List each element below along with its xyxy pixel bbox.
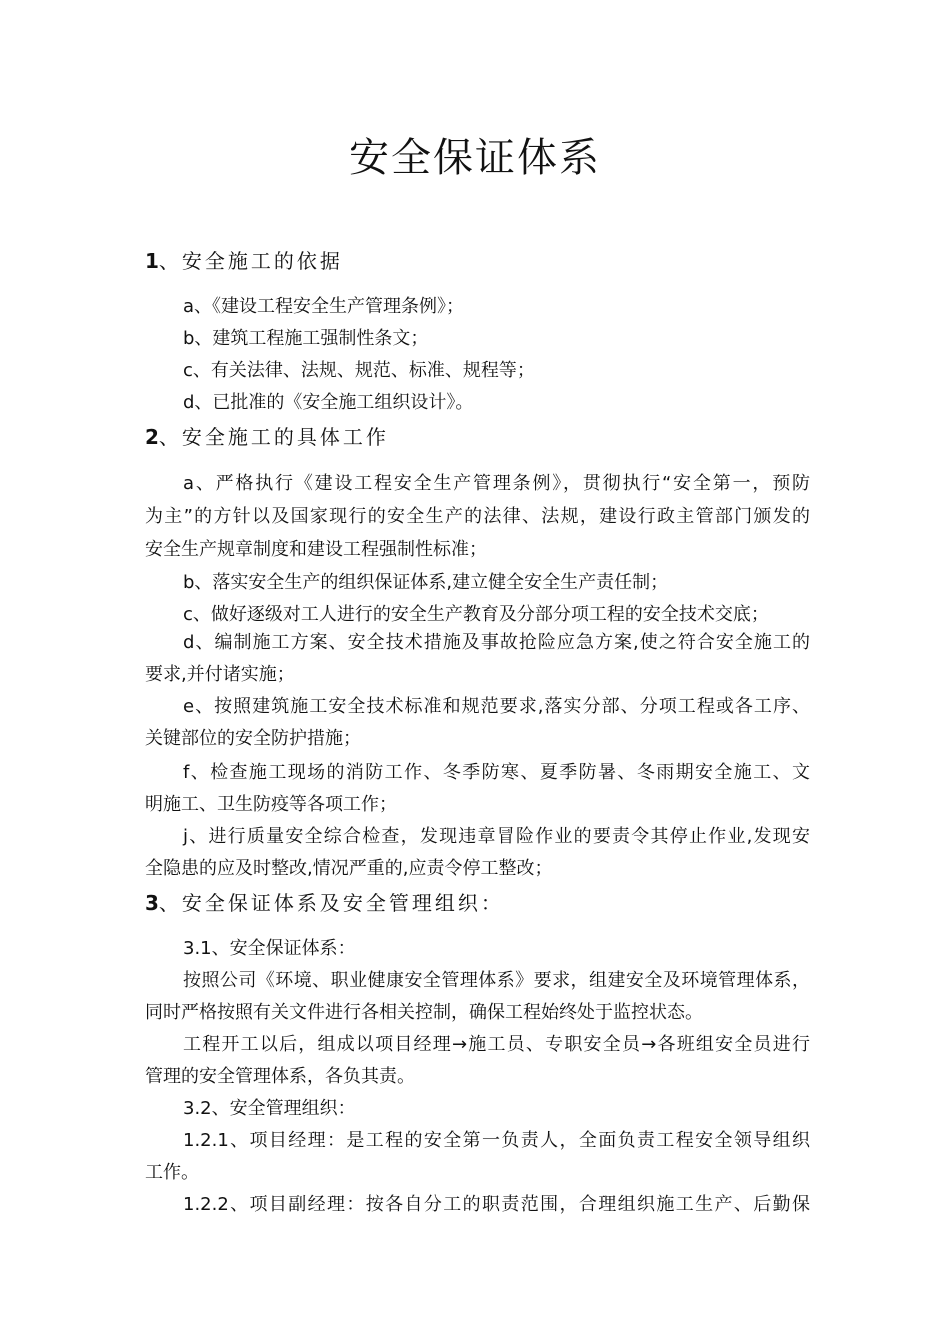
section-2-line: 安全生产规章制度和建设工程强制性标准； (145, 539, 487, 560)
section-2-line: b、落实安全生产的组织保证体系,建立健全安全生产责任制； (183, 572, 669, 593)
section-2-line: 为主”的方针以及国家现行的安全生产的法律、法规，建设行政主管部门颁发的 (145, 506, 810, 527)
section-3-line: 按照公司《环境、职业健康安全管理体系》要求，组建安全及环境管理体系， (183, 970, 810, 991)
section-2-line: 关键部位的安全防护措施； (145, 728, 361, 749)
section-3-line: 3.1、安全保证体系： (183, 938, 356, 959)
section-2-line: e、按照建筑施工安全技术标准和规范要求,落实分部、分项工程或各工序、 (183, 696, 810, 717)
section-2-line: j、进行质量安全综合检查，发现违章冒险作业的要责令其停止作业,发现安 (183, 826, 810, 847)
section-2-line: d、编制施工方案、安全技术措施及事故抢险应急方案,使之符合安全施工的 (183, 632, 810, 653)
section-2-heading (145, 422, 389, 452)
section-2-line: a、严格执行《建设工程安全生产管理条例》，贯彻执行“安全第一，预防 (183, 473, 810, 494)
section-3-line: 3.2、安全管理组织： (183, 1098, 356, 1119)
section-2-line: f、检查施工现场的消防工作、冬季防寒、夏季防暑、冬雨期安全施工、文 (183, 762, 810, 783)
section-2-line: 明施工、卫生防疫等各项工作； (145, 794, 397, 815)
section-2-title: 、安全施工的具体工作 (158, 425, 389, 449)
section-1-item: c、有关法律、法规、规范、标准、规程等； (183, 360, 535, 381)
section-3-number: 3 (145, 891, 159, 915)
section-3-heading (145, 888, 504, 918)
document-title: 安全保证体系 (349, 135, 601, 181)
section-2-number: 2 (145, 425, 159, 449)
section-1-title: 、安全施工的依据 (158, 249, 343, 273)
section-1-number: 1 (145, 249, 159, 273)
section-3-line: 1.2.1、项目经理：是工程的安全第一负责人，全面负责工程安全领导组织 (183, 1130, 810, 1151)
section-1-item: b、建筑工程施工强制性条文； (183, 328, 429, 349)
section-2-line: 全隐患的应及时整改,情况严重的,应责令停工整改； (145, 858, 553, 879)
section-1-item: d、已批准的《安全施工组织设计》。 (183, 392, 474, 413)
section-3-title: 、安全保证体系及安全管理组织： (158, 891, 504, 915)
section-3-line: 工程开工以后，组成以项目经理→施工员、专职安全员→各班组安全员进行 (183, 1034, 810, 1055)
section-1-heading (145, 246, 343, 276)
section-3-line: 工作。 (145, 1162, 199, 1183)
section-3-line: 1.2.2、项目副经理：按各自分工的职责范围，合理组织施工生产、后勤保 (183, 1194, 810, 1215)
section-2-line: 要求,并付诸实施； (145, 664, 295, 685)
section-1-item: a、《建设工程安全生产管理条例》； (183, 296, 465, 317)
section-2-line: c、做好逐级对工人进行的安全生产教育及分部分项工程的安全技术交底； (183, 604, 769, 625)
section-3-line: 管理的安全管理体系，各负其责。 (145, 1066, 415, 1087)
section-3-line: 同时严格按照有关文件进行各相关控制，确保工程始终处于监控状态。 (145, 1002, 703, 1023)
